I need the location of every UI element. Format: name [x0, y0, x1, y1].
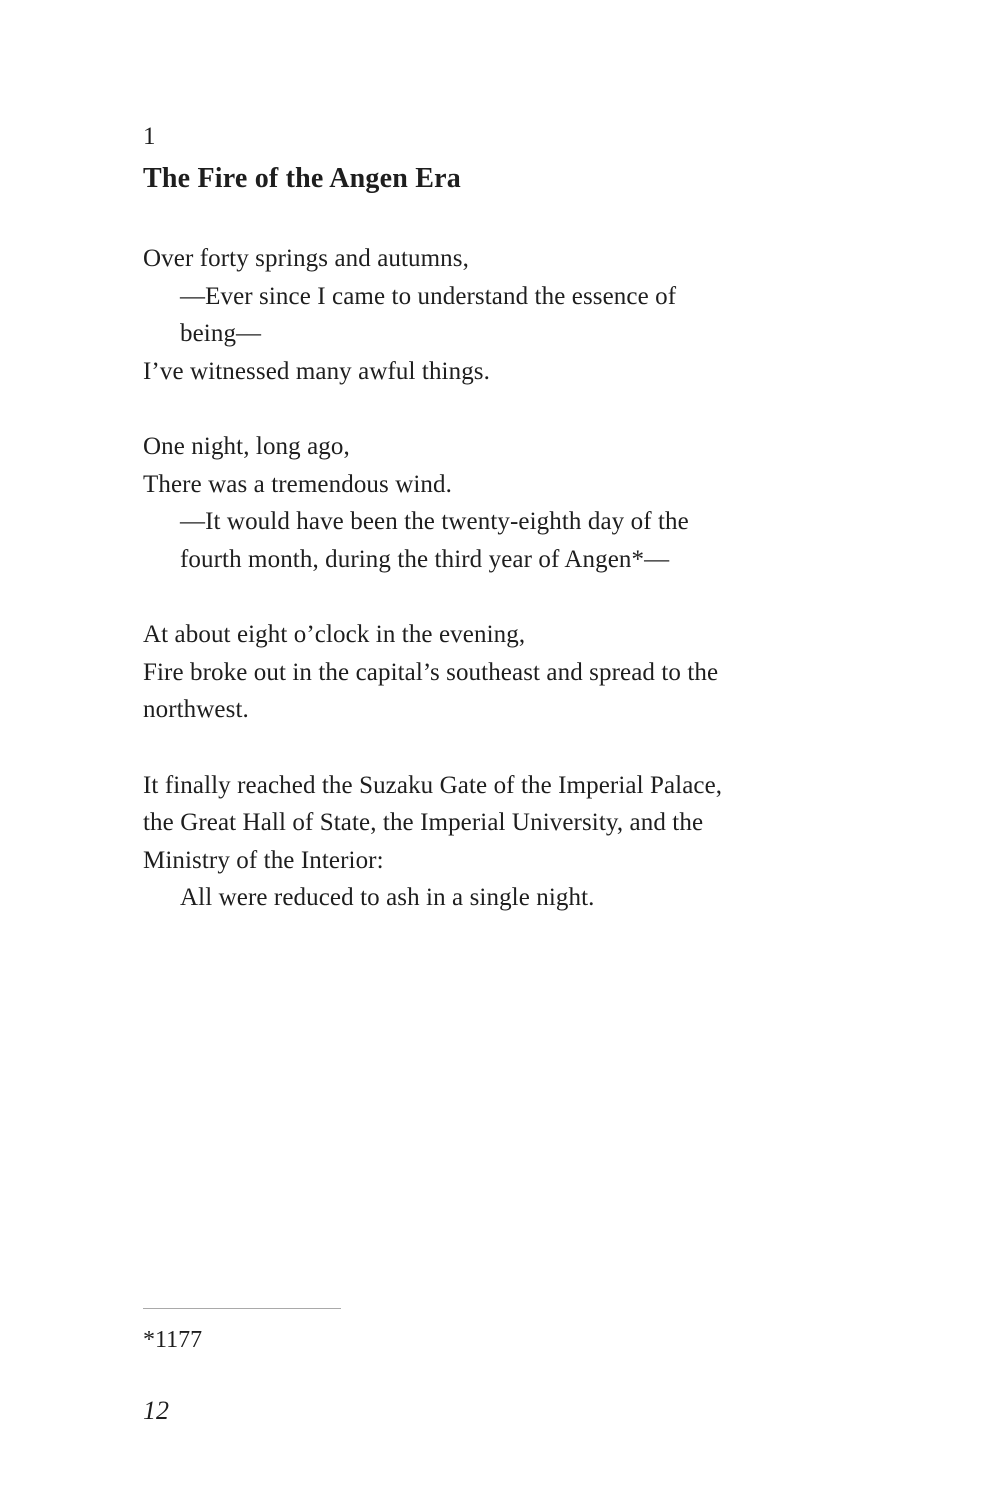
- poem-body: [143, 118, 863, 955]
- poem-line: Over forty springs and autumns,: [143, 245, 469, 272]
- page-number: 12: [143, 1396, 169, 1425]
- chapter-title: The Fire of the Angen Era: [143, 163, 461, 194]
- poem-line: There was a tremendous wind.: [143, 470, 452, 498]
- poem-line: Fire broke out in the capital’s southeast and spread to the: [143, 658, 719, 686]
- poem-line: Ministry of the Interior:: [143, 846, 384, 874]
- stanza-2: [143, 428, 863, 578]
- chapter-number: 1: [143, 123, 156, 150]
- poem-line: the Great Hall of State, the Imperial University, and the: [143, 809, 704, 836]
- poem-line: It finally reached the Suzaku Gate of the Imperial Palace,: [143, 771, 723, 799]
- poem-line: At about eight o’clock in the evening,: [143, 621, 526, 648]
- poem-line: fourth month, during the third year of Angen*—: [180, 545, 670, 573]
- poem-line: —It would have been the twenty-eighth day of the: [180, 508, 689, 535]
- footnote-rule: [143, 1308, 341, 1309]
- poem-line: I’ve witnessed many awful things.: [143, 357, 490, 385]
- poem-line: One night, long ago,: [143, 433, 350, 460]
- footnote-text: *1177: [143, 1327, 203, 1353]
- poem-line: being—: [180, 320, 262, 347]
- stanza-1: [143, 240, 863, 390]
- poem-line: All were reduced to ash in a single night.: [180, 884, 595, 911]
- stanza-4: [143, 767, 863, 917]
- stanza-3: [143, 616, 863, 729]
- poem-line: northwest.: [143, 696, 249, 723]
- poem-line: —Ever since I came to understand the essence of: [180, 282, 677, 310]
- footnote-area: [143, 1308, 341, 1355]
